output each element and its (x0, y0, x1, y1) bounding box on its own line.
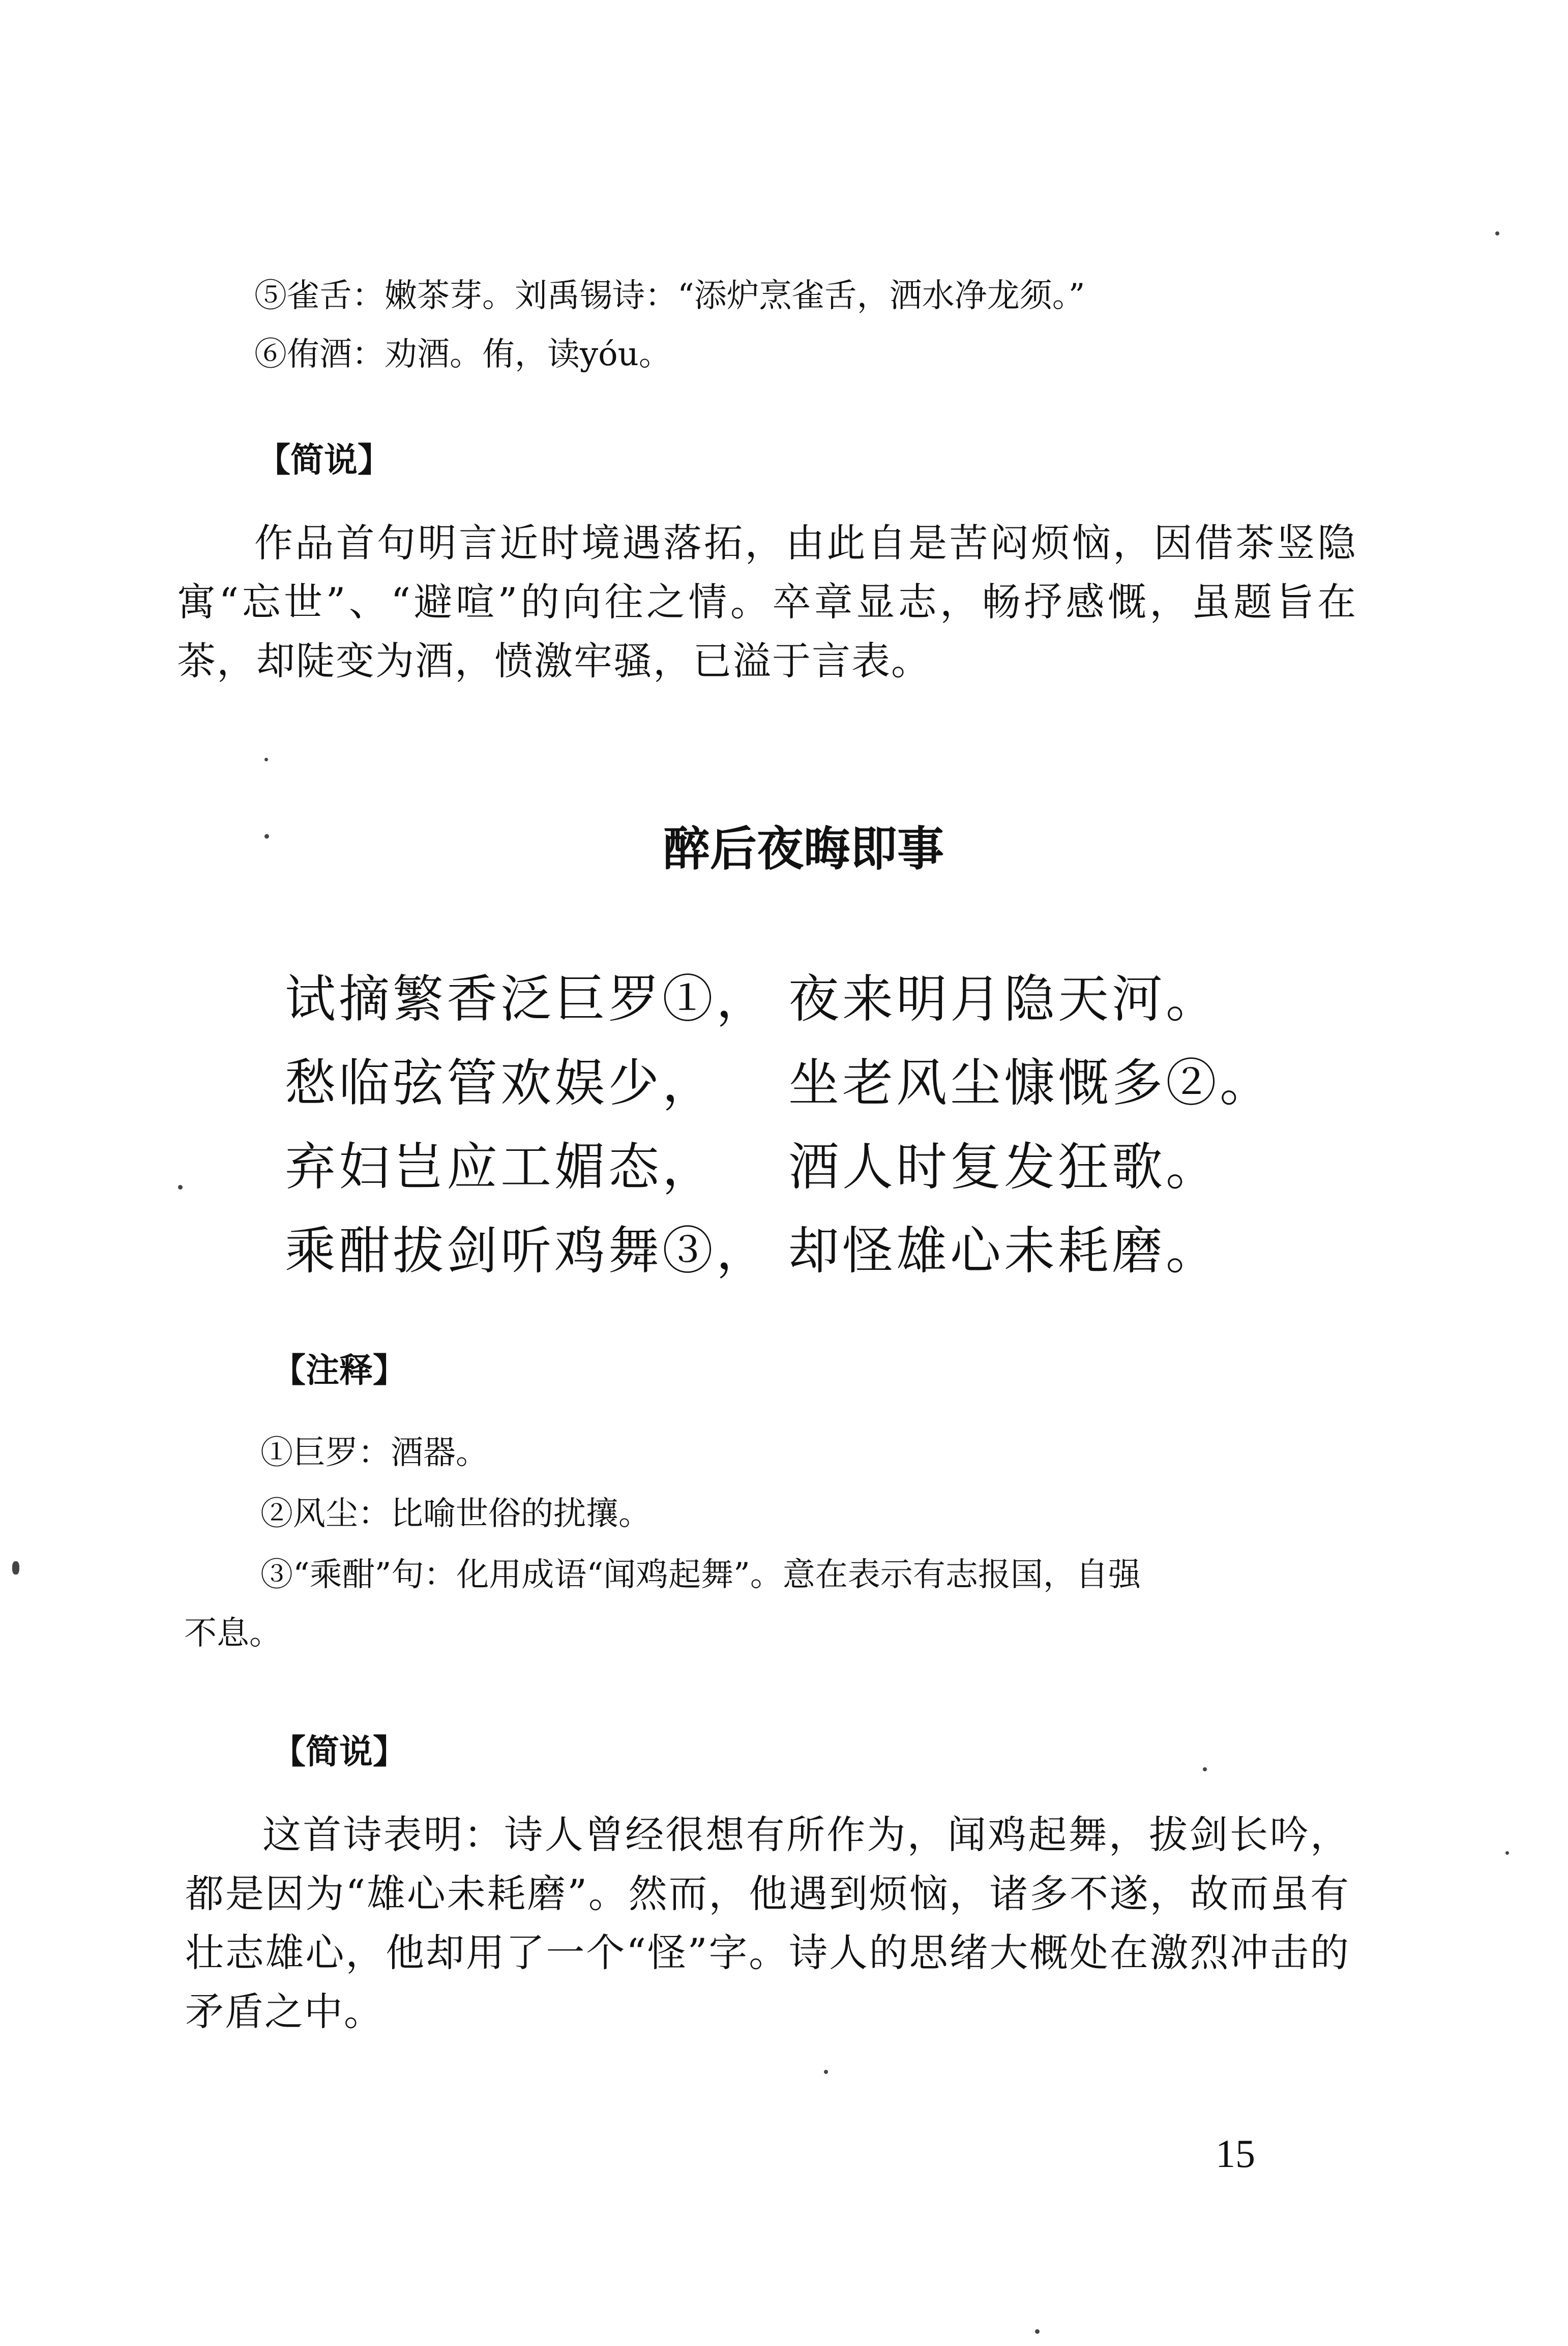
poem-line-3-first-half: 弃妇岂应工媚态， (285, 1137, 716, 1197)
poem-line-2 (285, 1050, 1353, 1116)
poem-line-1-first-half: 试摘繁香泛巨罗①， (285, 969, 770, 1029)
annotation-2: ②风尘：比喻世俗的扰攘。 (260, 1495, 651, 1533)
footnote-6: ⑥侑酒：劝酒。侑，读yóu。 (254, 336, 671, 373)
section-heading-commentary-2: 【简说】 (272, 1732, 406, 1771)
poem-line-3 (285, 1134, 1353, 1200)
poem-line-1 (285, 966, 1353, 1032)
scan-speck (1035, 2329, 1040, 2334)
poem-line-4-second-half: 却怪雄心未耗磨。 (788, 1221, 1220, 1281)
poem-line-3-second-half: 酒人时复发狂歌。 (788, 1137, 1220, 1197)
page-number: 15 (1216, 2131, 1255, 2176)
scan-speck (1203, 1767, 1207, 1771)
poem-title: 醉后夜晦即事 (663, 822, 944, 876)
scan-speck (264, 834, 269, 839)
annotation-3-continued: 不息。 (184, 1615, 282, 1652)
commentary-text-2: 这首诗表明：诗人曾经很想有所作为，闻鸡起舞，拔剑长吟，都是因为“雄心未耗磨”。然而，他遇到烦恼，诸多不遂，故而虽有壮志雄心，他却用了一个“怪”字。诗人的思绪大概处在激烈冲击的矛盾之中。 (185, 1812, 1350, 2034)
annotation-1: ①巨罗：酒器。 (260, 1434, 488, 1472)
annotation-3: ③“乘酣”句：化用成语“闻鸡起舞”。意在表示有志报国，自强 (260, 1556, 1141, 1594)
section-heading-commentary: 【简说】 (257, 440, 391, 480)
commentary-paragraph-1 (177, 514, 1357, 691)
commentary-text-1: 作品首句明言近时境遇落拓，由此自是苦闷烦恼，因借茶竖隐寓“忘世”、“避喧”的向往之情。卒章显志，畅抒感慨，虽题旨在茶，却陡变为酒，愤激牢骚，已溢于言表。 (177, 520, 1357, 684)
scan-speck (178, 1185, 183, 1190)
scan-speck (264, 758, 268, 761)
poem-line-1-second-half: 夜来明月隐天河。 (788, 969, 1220, 1029)
footnote-5: ⑤雀舌：嫩茶芽。刘禹锡诗：“添炉烹雀舌，洒水净龙须。” (254, 277, 1085, 315)
scan-speck (824, 2070, 828, 2074)
poem-line-2-first-half: 愁临弦管欢娱少， (285, 1053, 716, 1113)
section-heading-annotations: 【注释】 (272, 1351, 406, 1390)
scan-speck (12, 1561, 19, 1575)
commentary-paragraph-2 (185, 1805, 1350, 2041)
scan-speck (1505, 1851, 1509, 1855)
poem-line-4 (285, 1218, 1353, 1284)
poem-line-2-second-half: 坐老风尘慷慨多②。 (788, 1053, 1274, 1113)
scan-speck (1495, 231, 1499, 235)
poem-line-4-first-half: 乘酣拔剑听鸡舞③， (285, 1221, 770, 1281)
